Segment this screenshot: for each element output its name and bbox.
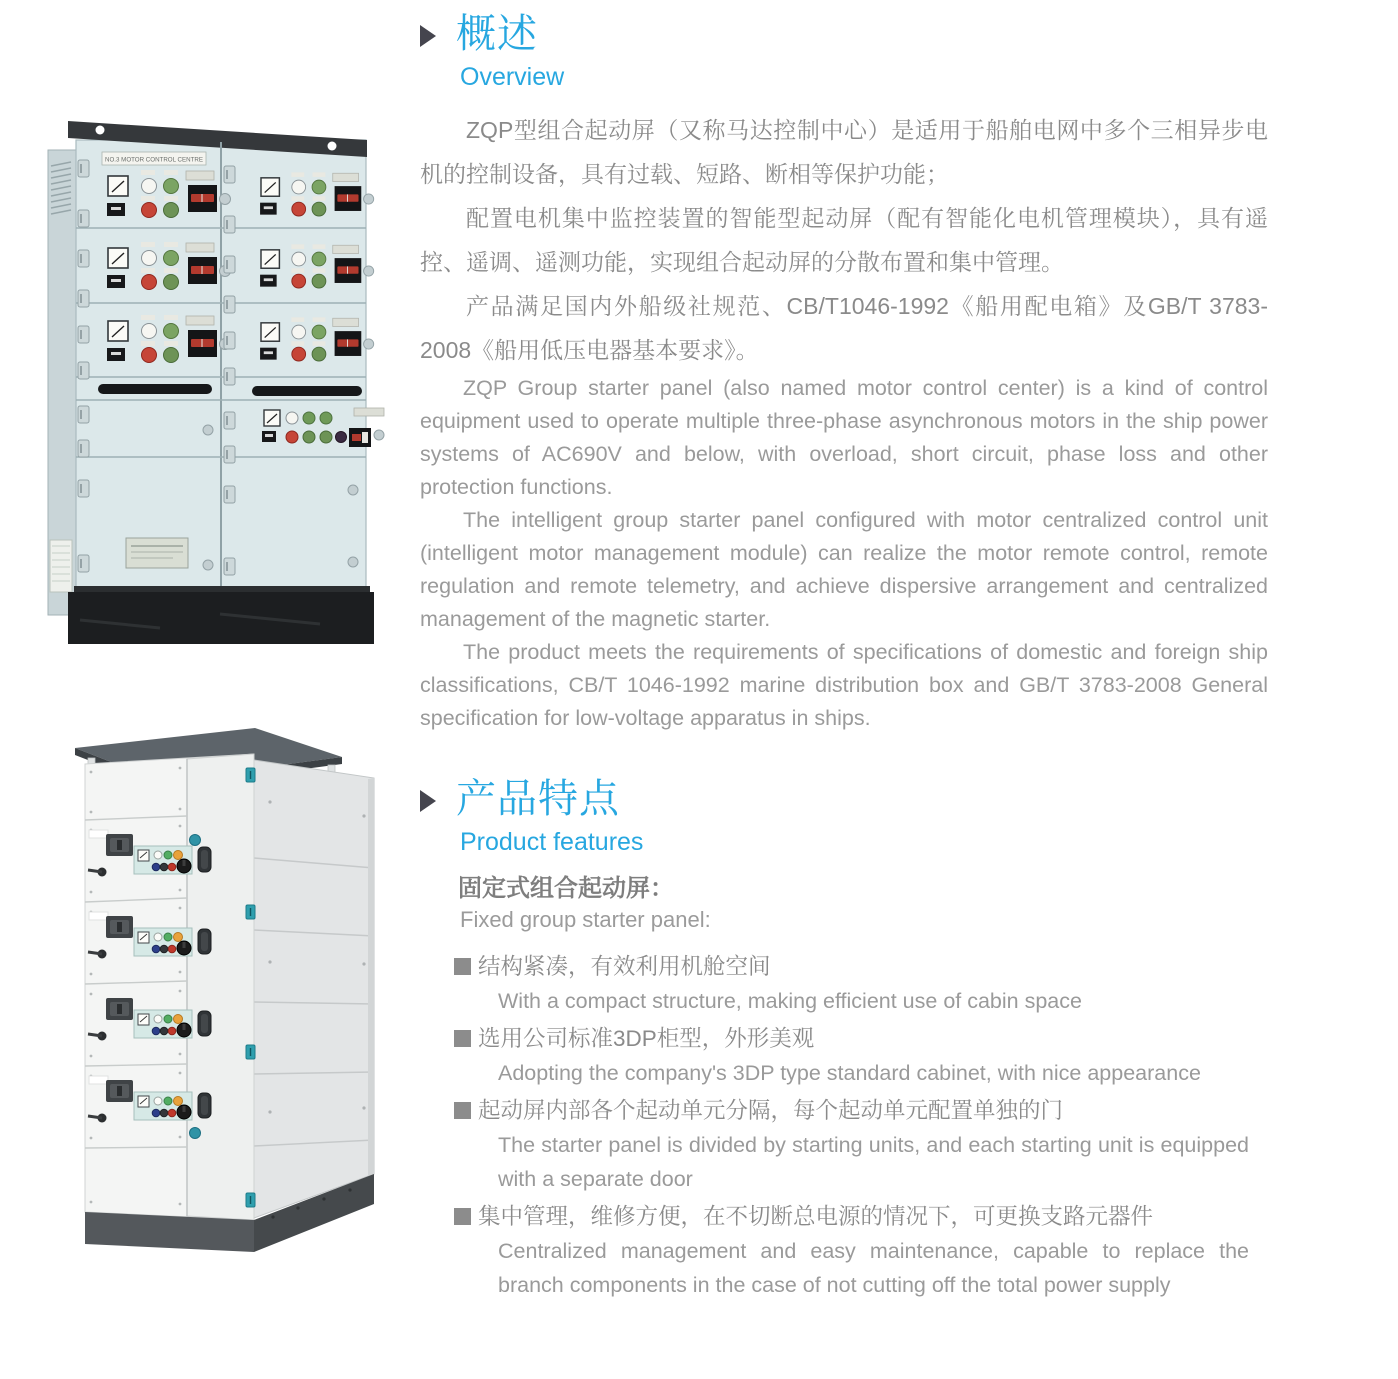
feature-zh: 集中管理，维修方便，在不切断总电源的情况下，可更换支路元器件 <box>478 1204 1154 1229</box>
bullet-square-icon <box>454 958 471 975</box>
section-marker-triangle-icon <box>420 25 436 47</box>
feature-en: The starter panel is divided by starting units, and each starting unit is equipped with a separate door <box>498 1133 1249 1191</box>
cabinet1-door-handle <box>98 384 212 394</box>
bullet-square-icon <box>454 1030 471 1047</box>
overview-header <box>420 10 1268 58</box>
cabinet1-side-panel <box>48 150 76 615</box>
feature-item <box>454 1021 1268 1090</box>
section-marker-triangle-icon <box>420 790 436 812</box>
group-starter-panel-photo <box>40 100 412 665</box>
cabinet2-front <box>85 754 254 1220</box>
cabinet1-nameplate <box>126 538 188 568</box>
bullet-square-icon <box>454 1208 471 1225</box>
feature-en: Centralized management and easy maintenance, capable to replace the branch components in the case of not cutting off the total power supply <box>498 1239 1249 1297</box>
feature-zh: 选用公司标准3DP柜型，外形美观 <box>478 1026 815 1051</box>
cabinet2-side-panel <box>254 760 374 1218</box>
feature-zh: 结构紧凑，有效利用机舱空间 <box>478 954 771 979</box>
features-list <box>454 949 1268 1302</box>
feature-item <box>454 949 1268 1018</box>
section-features <box>420 775 1268 1302</box>
cabinet1-plinth <box>68 586 374 644</box>
features-title-zh: 产品特点 <box>456 777 620 821</box>
feature-item <box>454 1093 1268 1196</box>
cabinet1-door-handle <box>252 386 362 396</box>
feature-zh: 起动屏内部各个起动单元分隔，每个起动单元配置单独的门 <box>478 1098 1064 1123</box>
text-column <box>420 10 1268 1305</box>
features-title-en: Product features <box>460 828 644 856</box>
overview-paragraphs <box>420 108 1268 735</box>
overview-paragraph-en: The intelligent group starter panel configured with motor centralized control unit (intelligent motor management module) can realize the motor remote control, remote regulation and remote telemetry, and achieve dispersive arrangement and centralized management of the magnetic starter. <box>420 508 1268 631</box>
feature-en: With a compact structure, making efficient use of cabin space <box>498 989 1082 1013</box>
features-subtitle-zh: 固定式组合起动屏： <box>458 875 674 902</box>
feature-item <box>454 1199 1268 1302</box>
overview-title-en: Overview <box>460 63 565 91</box>
overview-title-zh: 概述 <box>456 12 538 56</box>
fixed-3dp-cabinet-photo <box>58 712 398 1272</box>
svg-text:NO.3 MOTOR CONTROL CENTRE: NO.3 MOTOR CONTROL CENTRE <box>105 156 203 164</box>
overview-paragraph-zh: 配置电机集中监控装置的智能型起动屏（配有智能化电机管理模块），具有遥控、遥调、遥测功能，实现组合起动屏的分散布置和集中管理。 <box>420 205 1268 275</box>
overview-paragraph-en: The product meets the requirements of specifications of domestic and foreign ship classifications, CB/T 1046-1992 marine distribution box and GB/T 3783-2008 General specification for low-voltage apparatus in ships. <box>420 640 1268 730</box>
features-subtitle-en: Fixed group starter panel: <box>460 907 711 932</box>
features-header <box>420 775 1268 823</box>
feature-en: Adopting the company's 3DP type standard cabinet, with nice appearance <box>498 1061 1201 1085</box>
bullet-square-icon <box>454 1102 471 1119</box>
section-overview <box>420 10 1268 735</box>
overview-paragraph-en: ZQP Group starter panel (also named motor control center) is a kind of control equipment used to operate multiple three-phase asynchronous motors in the ship power systems of AC690V and below, with overload, short circuit, phase loss and other protection functions. <box>420 376 1268 499</box>
overview-paragraph-zh: ZQP型组合起动屏（又称马达控制中心）是适用于船舶电网中多个三相异步电机的控制设备，具有过载、短路、断相等保护功能； <box>420 117 1268 187</box>
cabinet1-title-plate <box>102 152 206 165</box>
overview-paragraph-zh: 产品满足国内外船级社规范、CB/T1046-1992《船用配电箱》及GB/T 3783-2008《船用低压电器基本要求》。 <box>420 293 1268 363</box>
